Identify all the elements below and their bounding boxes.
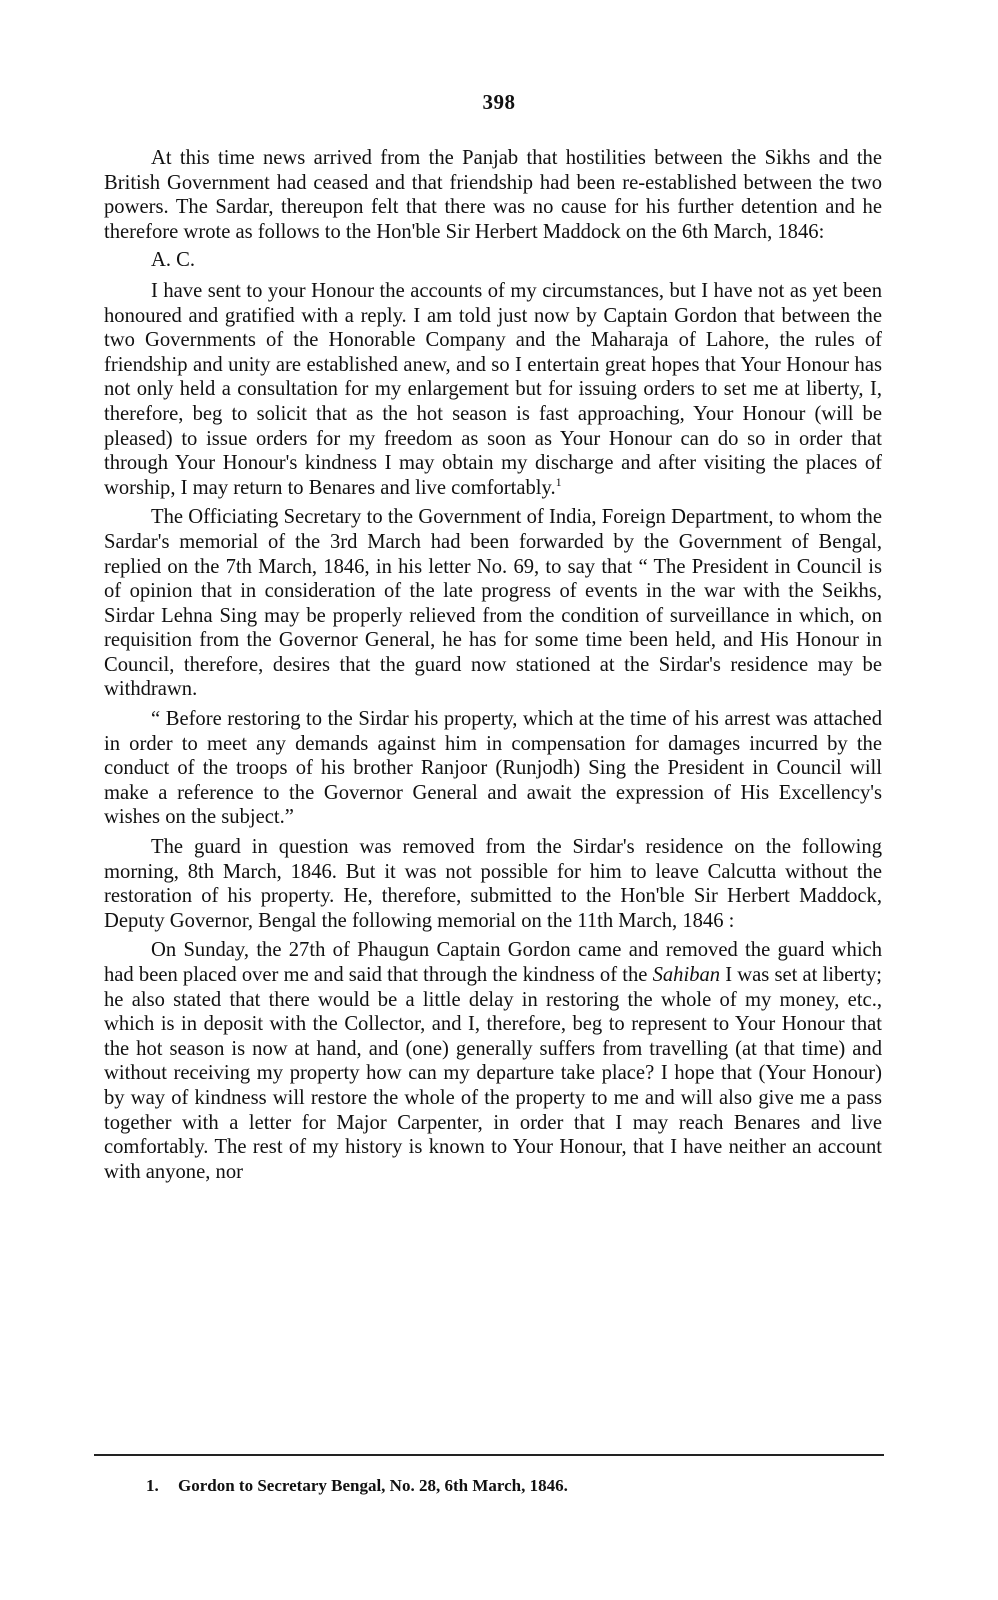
body-text — [104, 146, 882, 1186]
paragraph-memorial-11th-march: On Sunday, the 27th of Phaugun Captain Gordon came and removed the guard which had been placed over me and said that through the kindness of the Sahiban I was set at liberty; he also stated that there would be a little delay in restoring the whole of my money, etc., which is in deposit with the Collector, and I, therefore, beg to represent to Your Honour that the hot season is now at hand, and (one) generally suffers from travelling (at that time) and without receiving my property how can my departure take place? I hope that (Your Honour) by way of kindness will restore the whole of the property to me and will also give me a pass together with a letter for Major Carpenter, in order that I may reach Benares and live comfortably. The rest of my history is known to Your Honour, that I have neither an account with anyone, nor — [104, 939, 882, 1183]
footnote-divider — [94, 1454, 884, 1456]
footnote — [146, 1476, 886, 1496]
paragraph-guard-removed: The guard in question was removed from the Sirdar's residence on the following morning, 8th March, 1846. But it was not possible for him to leave Calcutta without the restoration of his property. He, therefore, submitted to the Hon'ble Sir Herbert Maddock, Deputy Governor, Bengal the following memorial on the 11th March, 1846 : — [104, 836, 882, 932]
footnote-text: Gordon to Secretary Bengal, No. 28, 6th March, 1846. — [178, 1476, 568, 1495]
paragraph-officiating-secretary: The Officiating Secretary to the Government of India, Foreign Department, to whom the Sardar's memorial of the 3rd March had been forwarded by the Government of Bengal, replied on the 7th March, 1846, in his letter No. 69, to say that “ The President in Council is of opinion that in consideration of the late progress of events in the war with the Seikhs, Sirdar Lehna Sing may be properly relieved from the condition of surveillance in which, on requisition from the Governor General, he has for some time been held, and His Honour in Council, therefore, desires that the guard now stationed at the Sirdar's residence may be withdrawn. — [104, 506, 882, 701]
footnote-number: 1. — [146, 1476, 159, 1495]
footnote-marker: 1 — [555, 474, 562, 489]
paragraph-news-arrived: At this time news arrived from the Panjab that hostilities between the Sikhs and the British Government had ceased and that friendship had been re-established between the two powers. The Sardar, thereupon felt that there was no cause for his further detention and he therefore wrote as follows to the Hon'ble Sir Herbert Maddock on the 6th March, 1846: — [104, 147, 882, 243]
paragraph-letter-to-maddock: I have sent to your Honour the accounts of my circumstances, but I have not as yet been honoured and gratified with a reply. I am told just now by Captain Gordon that between the two Governments of the Honorable Company and the Maharaja of Lahore, the rules of friendship and unity are established anew, and so I entertain great hopes that Your Honour has not only held a consultation for my enlargement but for issuing orders to set me at liberty, I, therefore, beg to solicit that as the hot season is fast approaching, Your Honour (will be pleased) to issue orders for my freedom as soon as Your Honour can do so in order that through Your Honour's kindness I may obtain my discharge and after visiting the places of worship, I may return to Benares and live comfortably.$^1$ — [104, 279, 882, 499]
paragraph-ac-heading: A. C. — [151, 249, 196, 272]
page-number: 398 — [482, 90, 516, 114]
italic-sahiban: Sahiban — [652, 964, 721, 986]
paragraph-before-restoring: “ Before restoring to the Sirdar his property, which at the time of his arrest was attached in order to meet any demands against him in compensation for damages incurred by the conduct of the troops of his brother Ranjoor (Runjodh) Sing the President in Council will make a reference to the Governor General and await the expression of His Excellency's wishes on the subject.” — [104, 708, 882, 829]
